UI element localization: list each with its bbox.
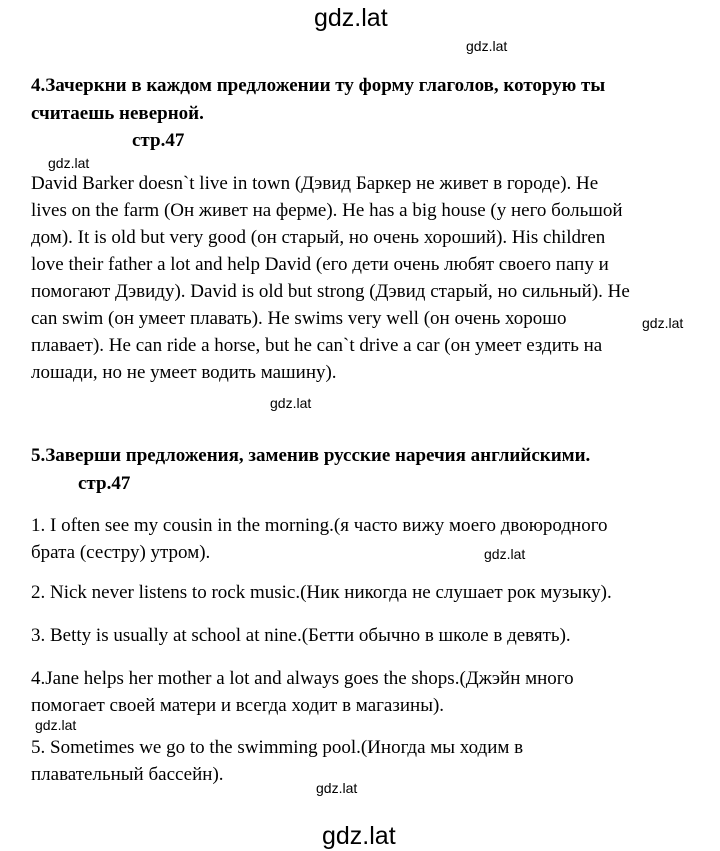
task4-text (31, 170, 630, 386)
text-line: can swim (он умеет плавать). He swims very well (он очень хорошо (31, 308, 567, 329)
watermark: gdz.lat (484, 546, 526, 562)
list-item (31, 734, 523, 788)
watermark: gdz.lat (270, 395, 312, 411)
task5-page-ref: стр.47 (78, 473, 131, 494)
list-item-line: 4.Jane helps her mother a lot and always goes the shops.(Джэйн много (31, 668, 574, 689)
list-item-line: 5. Sometimes we go to the swimming pool.(Иногда мы ходим в (31, 737, 524, 758)
text-line: дом). It is old but very good (он старый, но очень хороший). His children (31, 227, 606, 248)
watermark-top: gdz.lat (314, 4, 388, 32)
watermark: gdz.lat (48, 155, 90, 171)
list-item-line: 1. I often see my cousin in the morning.(я часто вижу моего двоюродного (31, 515, 608, 536)
watermark: gdz.lat (316, 780, 358, 796)
task5-heading: 5.Заверши предложения, заменив русские наречия английскими. (31, 445, 591, 466)
list-item-line: 2. Nick never listens to rock music.(Ник никогда не слушает рок музыку). (31, 582, 612, 603)
task4-heading-line: считаешь неверной. (31, 103, 204, 124)
task4-heading (31, 72, 605, 128)
list-item (31, 622, 571, 649)
text-line: помогают Дэвиду). David is old but strong (Дэвид старый, но сильный). He (31, 281, 630, 302)
watermark: gdz.lat (642, 315, 684, 331)
list-item (31, 579, 612, 606)
watermark-bottom: gdz.lat (322, 822, 396, 850)
text-line: David Barker doesn`t live in town (Дэвид Баркер не живет в городе). He (31, 173, 599, 194)
list-item-line: помогает своей матери и всегда ходит в магазины). (31, 695, 445, 716)
list-item-line: плавательный бассейн). (31, 764, 224, 785)
watermark: gdz.lat (35, 717, 77, 733)
text-line: плавает). He can ride a horse, but he can`t drive a car (он умеет ездить на (31, 335, 603, 356)
text-line: love their father a lot and help David (его дети очень любят своего папу и (31, 254, 609, 275)
task4-page-ref: стр.47 (132, 130, 185, 151)
list-item (31, 665, 574, 719)
task4-heading-line: 4.Зачеркни в каждом предложении ту форму глаголов, которую ты (31, 75, 606, 96)
text-line: lives on the farm (Он живет на ферме). He has a big house (у него большой (31, 200, 623, 221)
list-item-line: брата (сестру) утром). (31, 542, 211, 563)
text-line: лошади, но не умеет водить машину). (31, 362, 337, 383)
list-item-line: 3. Betty is usually at school at nine.(Бетти обычно в школе в девять). (31, 625, 571, 646)
watermark: gdz.lat (466, 38, 508, 54)
